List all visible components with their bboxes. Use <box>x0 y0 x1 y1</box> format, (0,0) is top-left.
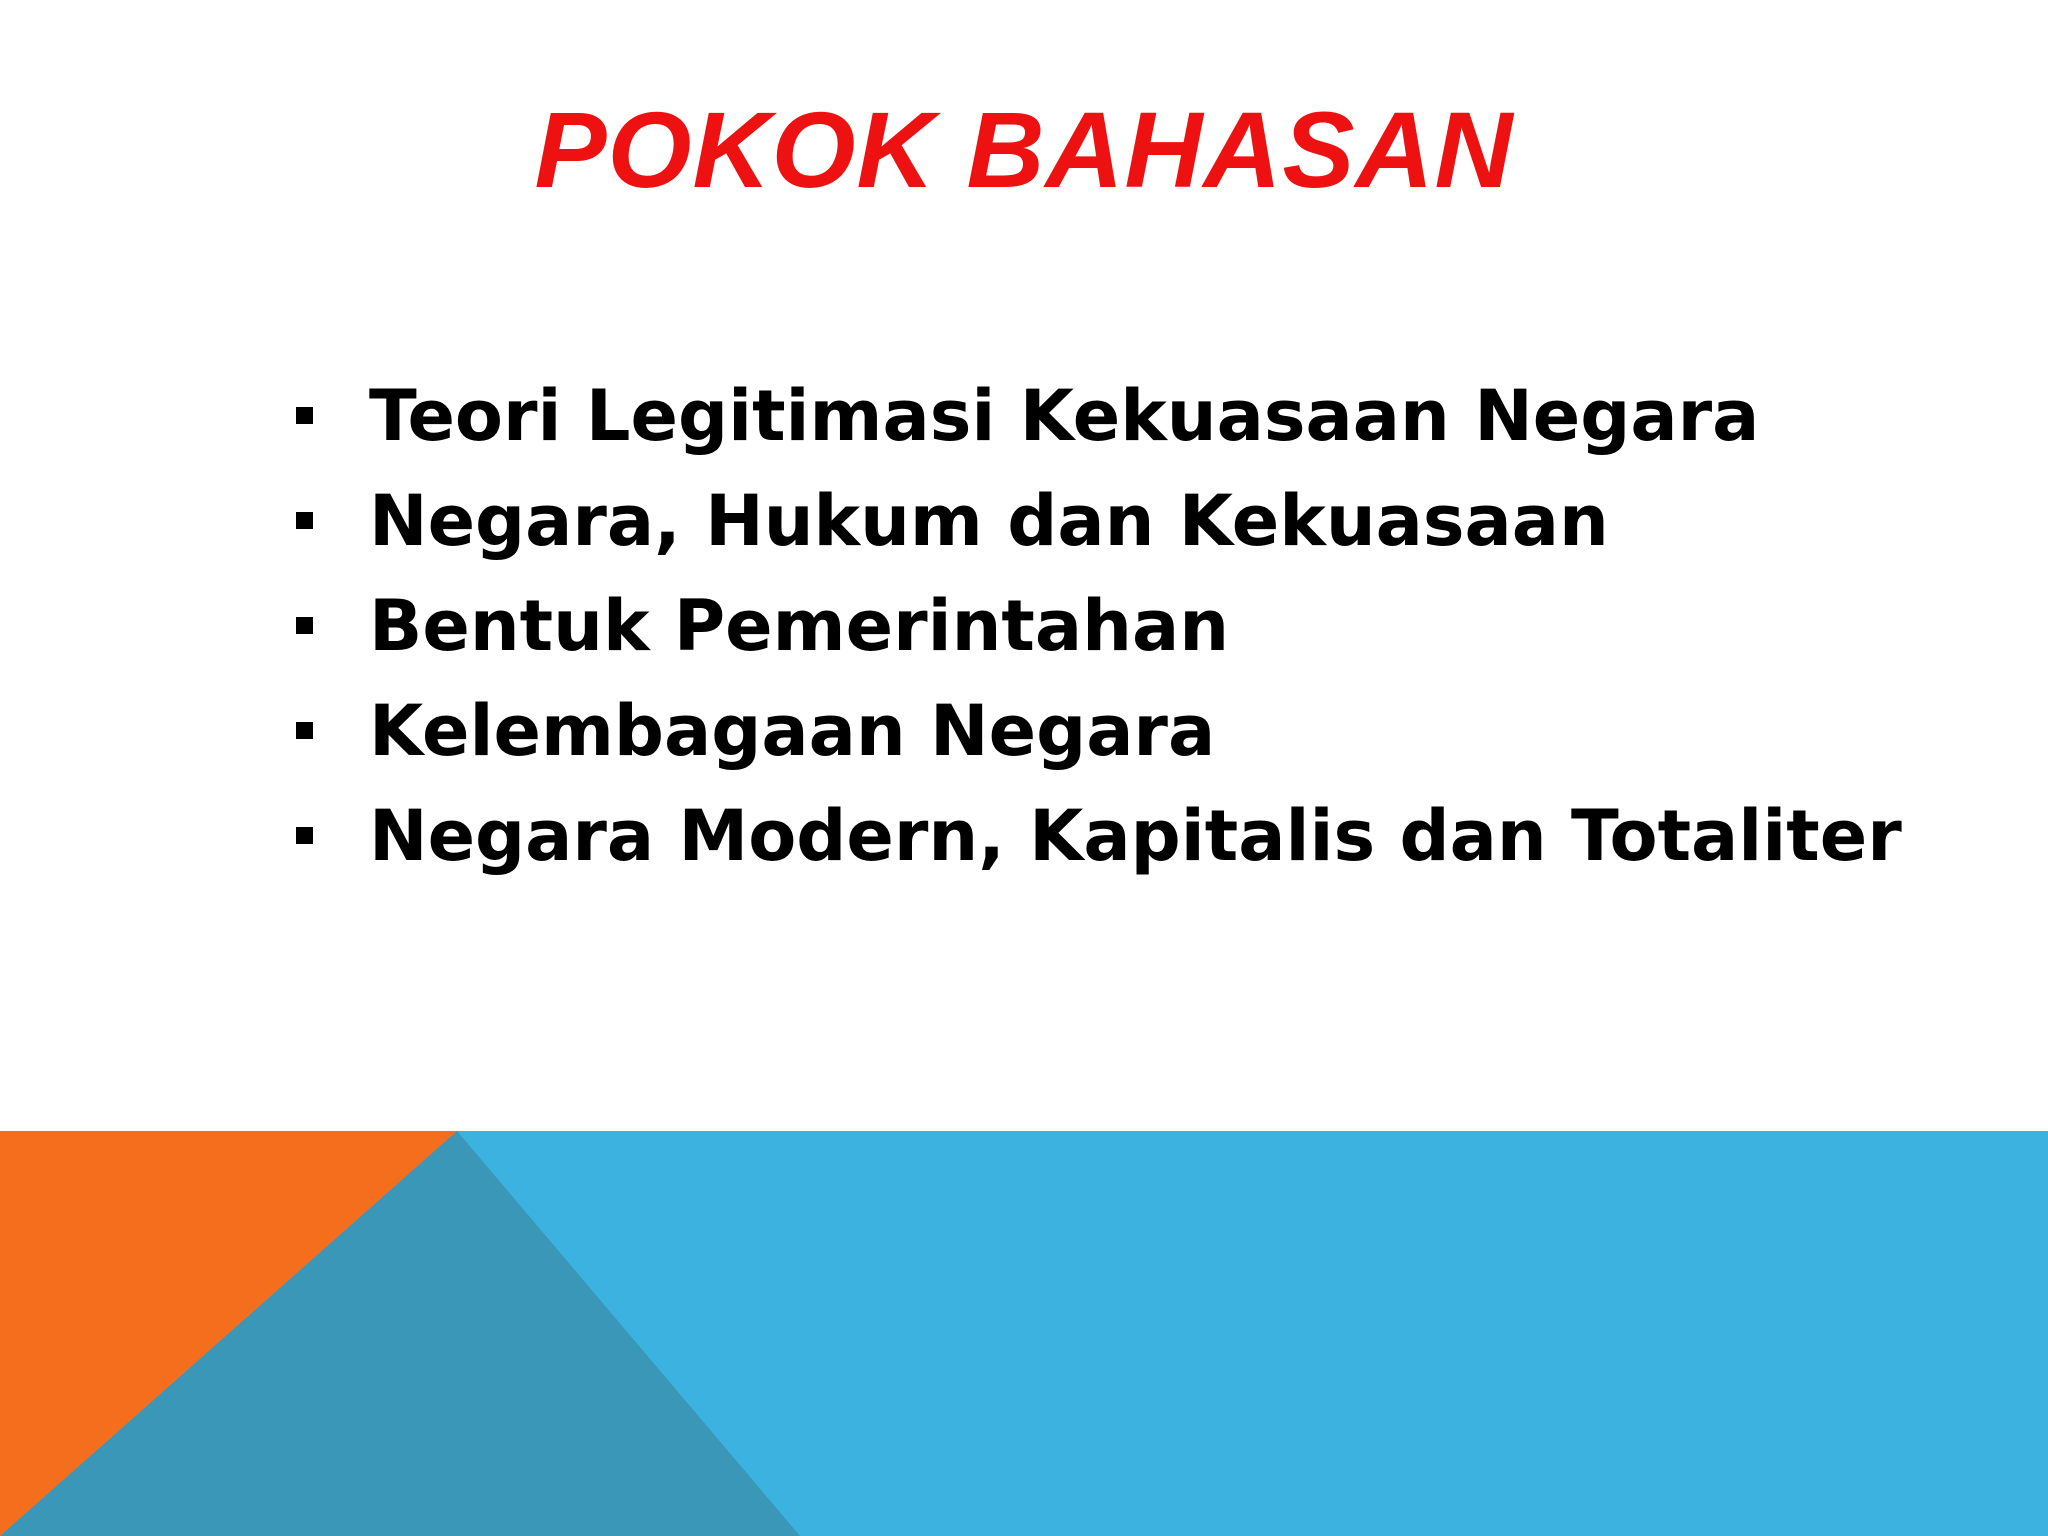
square-bullet-icon <box>296 617 313 634</box>
square-bullet-icon <box>296 827 313 844</box>
list-item <box>296 573 1902 678</box>
list-item <box>296 783 1902 888</box>
square-bullet-icon <box>296 512 313 529</box>
square-bullet-icon <box>296 722 313 739</box>
decorative-footer-band <box>0 1131 2048 1536</box>
topic-text: Bentuk Pemerintahan <box>369 584 1230 667</box>
topic-text: Teori Legitimasi Kekuasaan Negara <box>369 374 1760 457</box>
topic-text: Negara Modern, Kapitalis dan Totaliter <box>369 794 1902 877</box>
slide-title: POKOK BAHASAN <box>534 89 1514 210</box>
list-item <box>296 468 1902 573</box>
list-item <box>296 363 1902 468</box>
list-item <box>296 678 1902 783</box>
topic-text: Kelembagaan Negara <box>369 689 1216 772</box>
topic-list <box>296 363 1902 888</box>
topic-text: Negara, Hukum dan Kekuasaan <box>369 479 1609 562</box>
square-bullet-icon <box>296 407 313 424</box>
